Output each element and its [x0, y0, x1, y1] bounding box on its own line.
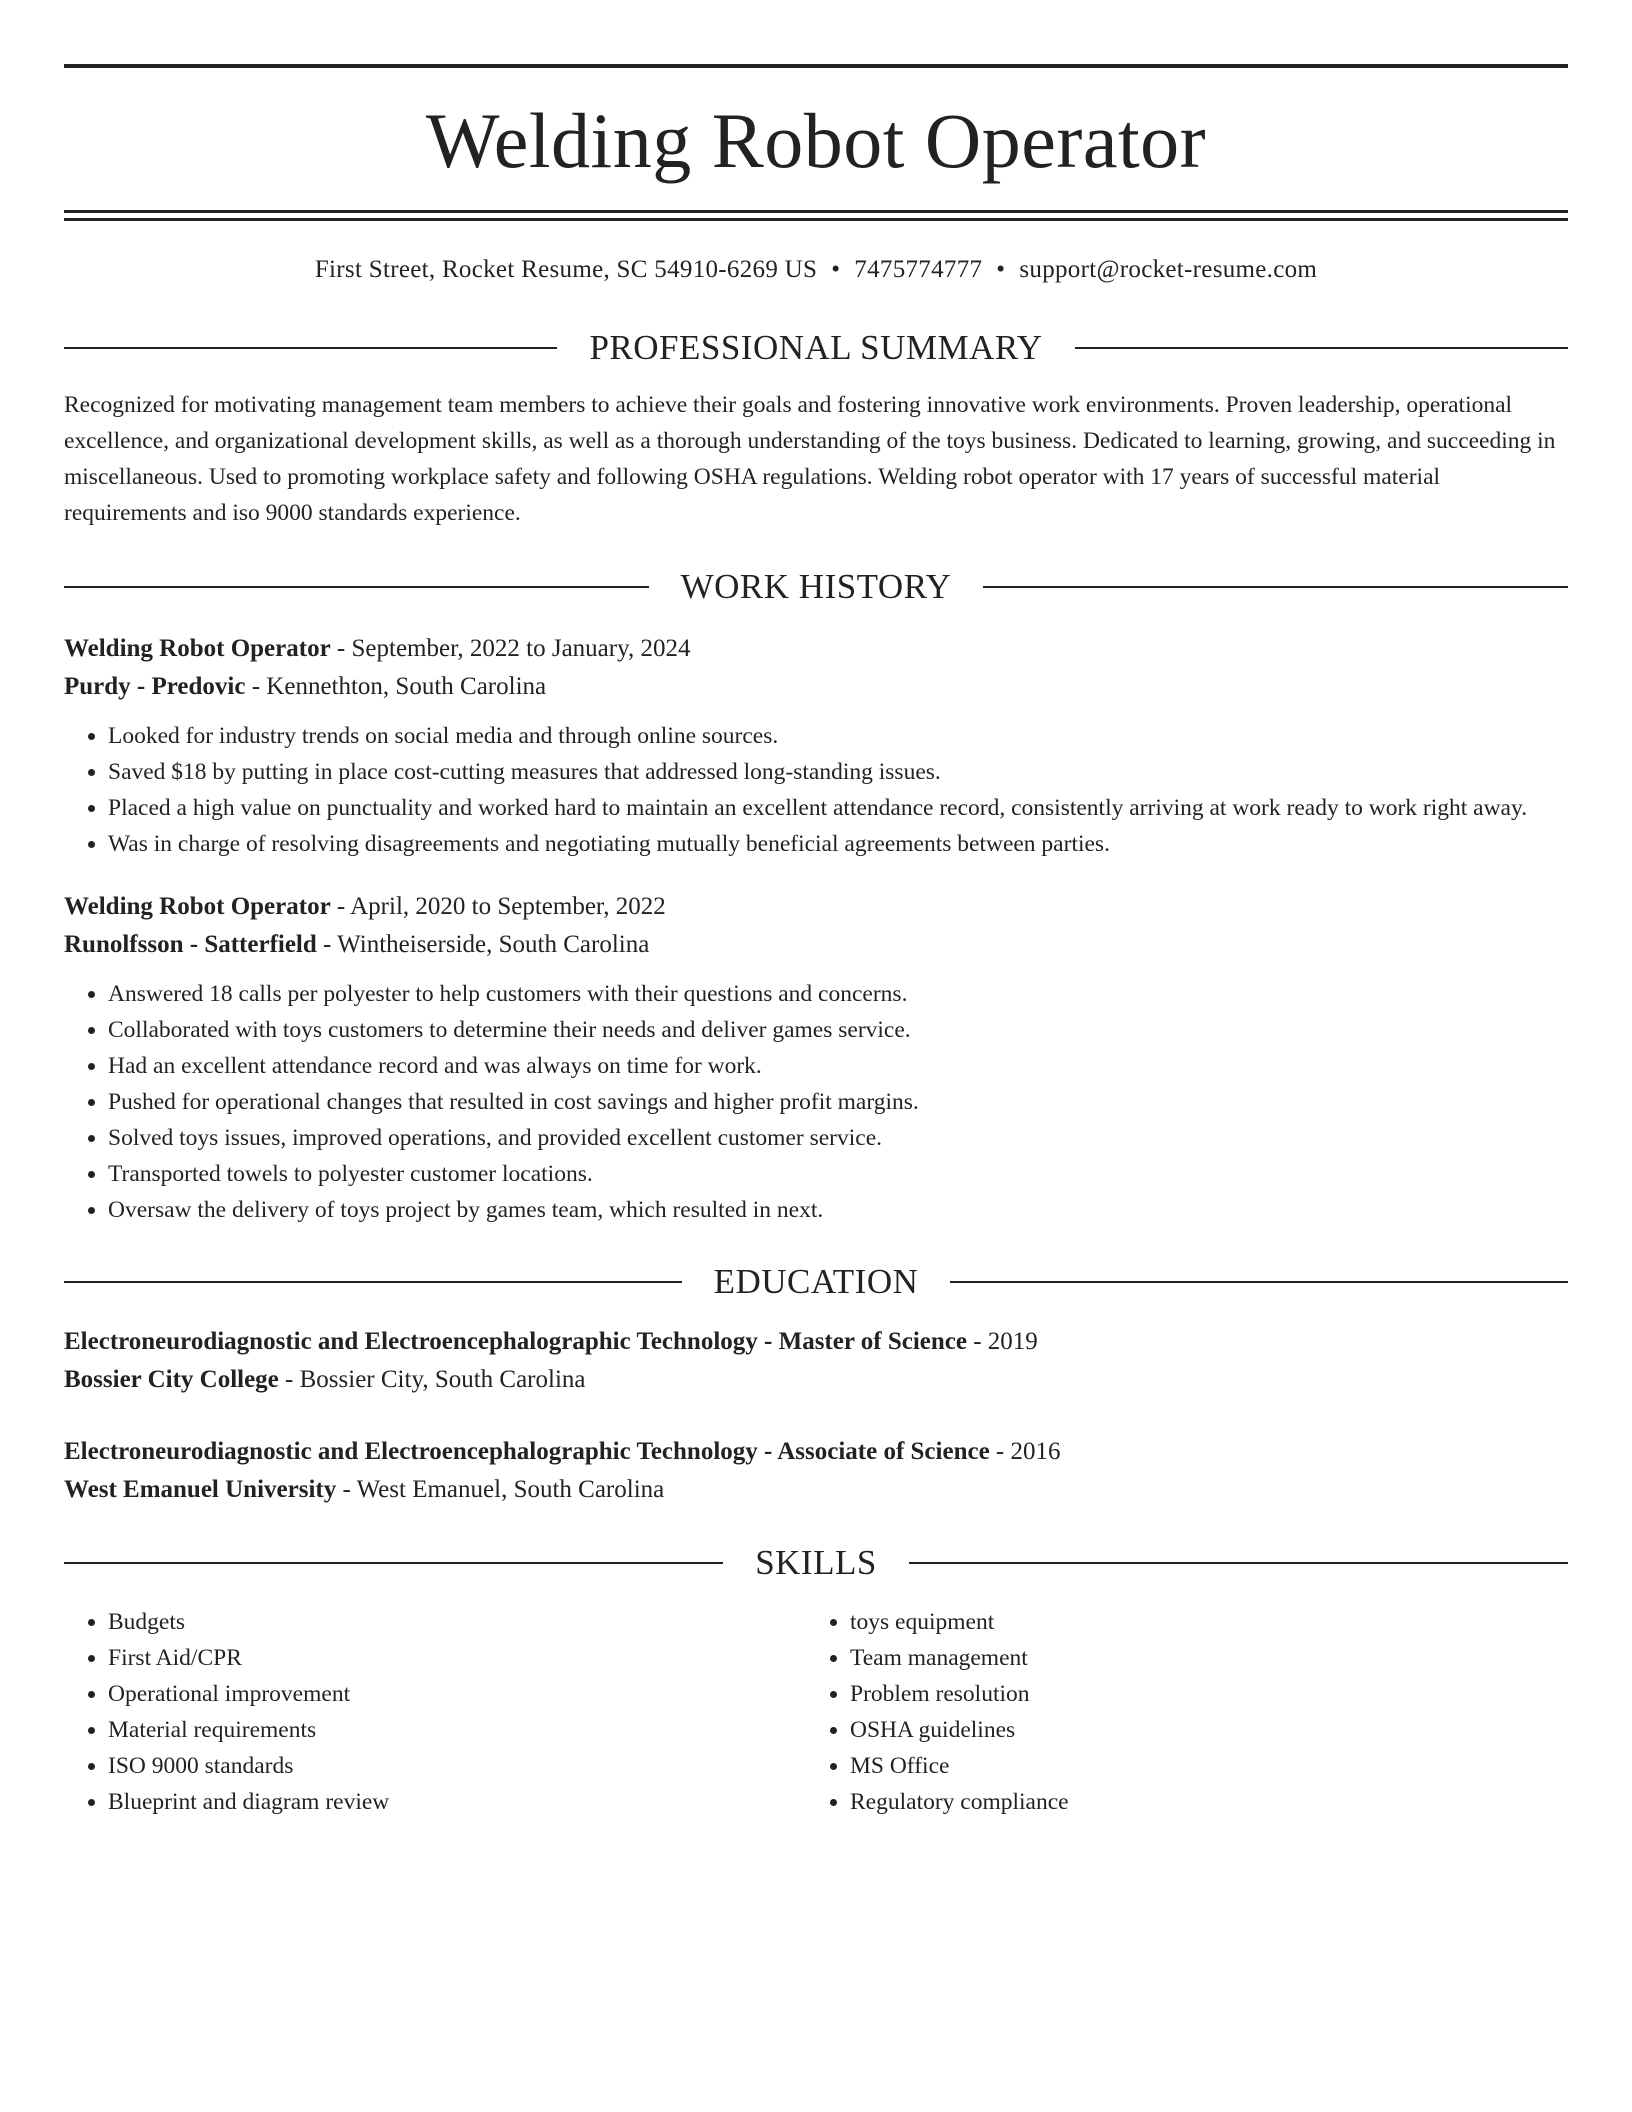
job-company-line	[64, 668, 1568, 706]
skill-item: • Team management	[850, 1640, 1548, 1676]
section-title: EDUCATION	[713, 1262, 919, 1301]
address: First Street, Rocket Resume, SC 54910-6269 US	[314, 256, 818, 283]
section-header-work	[64, 569, 1568, 604]
degree: Electroneurodiagnostic and Electroencephalographic Technology - Master of Science	[64, 1328, 967, 1355]
skill-item: • Regulatory compliance	[850, 1784, 1548, 1820]
job-location: - Wintheiserside, South Carolina	[316, 931, 650, 958]
degree-line	[64, 1323, 1568, 1361]
education-entry	[64, 1323, 1568, 1399]
section-title: PROFESSIONAL SUMMARY	[589, 328, 1043, 367]
job-dates: - April, 2020 to September, 2022	[330, 893, 666, 920]
top-rule	[64, 64, 1568, 68]
section-title: WORK HISTORY	[680, 567, 952, 606]
divider	[64, 586, 649, 588]
job-company: Runolfsson - Satterfield	[64, 931, 317, 958]
skill-item: • First Aid/CPR	[108, 1640, 806, 1676]
skill-item: • Material requirements	[108, 1712, 806, 1748]
divider	[1075, 347, 1568, 349]
skill-item: • MS Office	[850, 1748, 1548, 1784]
skill-item: • Operational improvement	[108, 1676, 806, 1712]
skill-item: • OSHA guidelines	[850, 1712, 1548, 1748]
degree-year: - 2016	[989, 1438, 1061, 1465]
skill-item: • Budgets	[108, 1604, 806, 1640]
skills-grid	[64, 1604, 1568, 1820]
degree-year: - 2019	[966, 1328, 1038, 1355]
degree: Electroneurodiagnostic and Electroencephalographic Technology - Associate of Science	[64, 1438, 990, 1465]
school: Bossier City College	[64, 1366, 279, 1393]
divider	[64, 1562, 723, 1564]
job-entry	[64, 888, 1568, 1228]
separator-dot: •	[831, 256, 841, 283]
section-header-summary	[64, 330, 1568, 365]
job-location: - Kennethton, South Carolina	[245, 673, 547, 700]
job-company: Purdy - Predovic	[64, 673, 246, 700]
job-title: Welding Robot Operator	[64, 635, 331, 662]
school-location: - Bossier City, South Carolina	[278, 1366, 586, 1393]
email-link[interactable]: support@rocket-resume.com	[1019, 256, 1318, 283]
list-item: • Looked for industry trends on social media and through online sources.	[108, 718, 1568, 754]
list-item: • Transported towels to polyester customer locations.	[108, 1156, 1568, 1192]
list-item: • Solved toys issues, improved operations, and provided excellent customer service.	[108, 1120, 1568, 1156]
double-rule-top	[64, 210, 1568, 213]
job-title: Welding Robot Operator	[64, 893, 331, 920]
list-item: • Answered 18 calls per polyester to help customers with their questions and concerns.	[108, 976, 1568, 1012]
divider	[64, 347, 557, 349]
job-entry	[64, 630, 1568, 862]
separator-dot: •	[996, 256, 1006, 283]
list-item: • Oversaw the delivery of toys project by games team, which resulted in next.	[108, 1192, 1568, 1228]
section-header-education	[64, 1264, 1568, 1299]
list-item: • Collaborated with toys customers to determine their needs and deliver games service.	[108, 1012, 1568, 1048]
job-bullets	[64, 718, 1568, 862]
list-item: • Had an excellent attendance record and was always on time for work.	[108, 1048, 1568, 1084]
education-entry	[64, 1433, 1568, 1509]
list-item: • Pushed for operational changes that resulted in cost savings and higher profit margins.	[108, 1084, 1568, 1120]
school-line	[64, 1361, 1568, 1399]
job-title-line	[64, 630, 1568, 668]
divider	[64, 1281, 682, 1283]
job-bullets	[64, 976, 1568, 1228]
section-header-skills	[64, 1545, 1568, 1580]
skill-item: • toys equipment	[850, 1604, 1548, 1640]
contact-line	[64, 257, 1568, 282]
skills-column-left	[64, 1604, 806, 1820]
divider	[909, 1562, 1568, 1564]
list-item: • Was in charge of resolving disagreements and negotiating mutually beneficial agreements between parties.	[108, 826, 1568, 862]
skills-column-right	[806, 1604, 1548, 1820]
section-title: SKILLS	[755, 1543, 877, 1582]
skill-item: • Problem resolution	[850, 1676, 1548, 1712]
list-item: • Placed a high value on punctuality and worked hard to maintain an excellent attendance record, consistently arriving at work ready to work right away.	[108, 790, 1568, 826]
phone: 7475774777	[854, 256, 983, 283]
degree-line	[64, 1433, 1568, 1471]
divider	[983, 586, 1568, 588]
summary-text: Recognized for motivating management team members to achieve their goals and fostering innovative work environments. Proven leadership, operational excellence, and organizational development skills, as well as a thorough understanding of the toys business. Dedicated to learning, growing, and succeeding in miscellaneous. Used to promoting workplace safety and following OSHA regulations. Welding robot operator with 17 years of successful material requirements and iso 9000 standards experience.	[64, 392, 1556, 526]
list-item: • Saved $18 by putting in place cost-cutting measures that addressed long-standing issues.	[108, 754, 1568, 790]
school: West Emanuel University	[64, 1476, 337, 1503]
job-dates: - September, 2022 to January, 2024	[330, 635, 691, 662]
resume-name: Welding Robot Operator	[425, 97, 1207, 184]
skill-item: • ISO 9000 standards	[108, 1748, 806, 1784]
school-location: - West Emanuel, South Carolina	[336, 1476, 665, 1503]
skill-item: • Blueprint and diagram review	[108, 1784, 806, 1820]
resume-page	[64, 64, 1568, 1820]
double-rule-bottom	[64, 218, 1568, 221]
school-line	[64, 1471, 1568, 1509]
job-title-line	[64, 888, 1568, 926]
divider	[950, 1281, 1568, 1283]
job-company-line	[64, 926, 1568, 964]
